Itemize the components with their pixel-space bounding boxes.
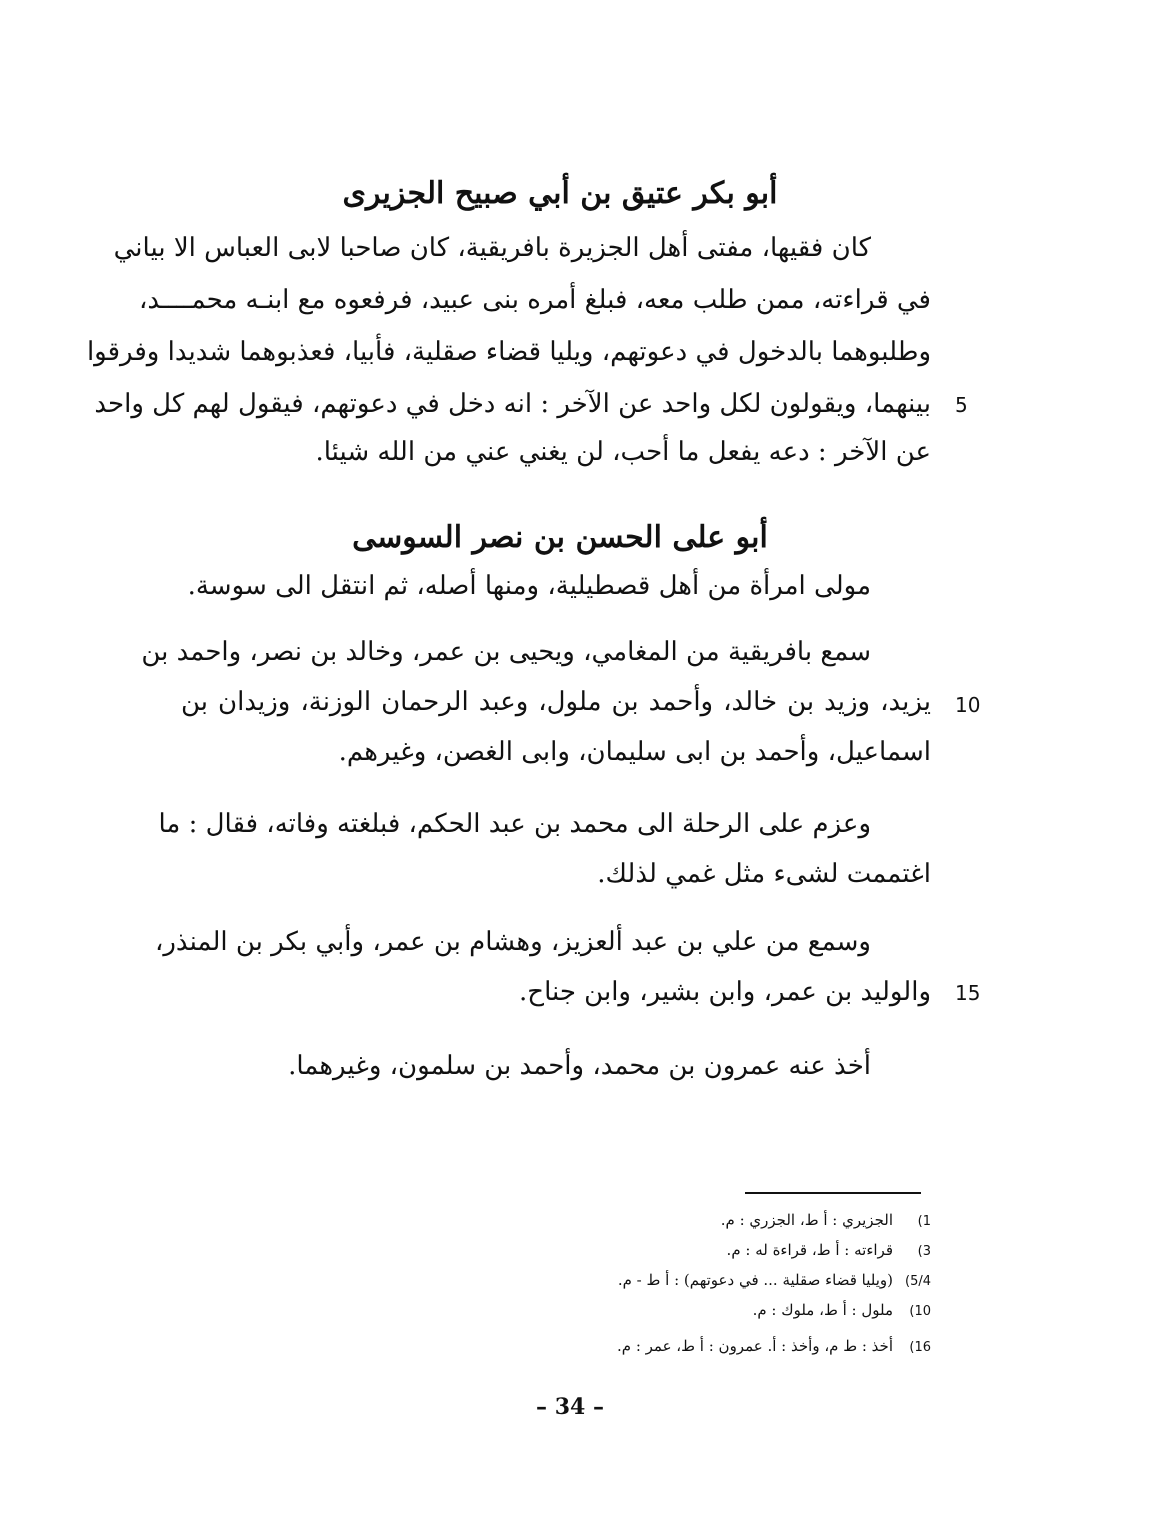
- section-title: أبو بكر عتيق بن أبي صبيح الجزيرى: [342, 176, 778, 211]
- footnote-number: 5/4): [905, 1274, 931, 1289]
- footnote-text: ملول : أ ط، ملوك : م.: [752, 1301, 893, 1319]
- text-line: كان فقيها، مفتى أهل الجزيرة بافريقية، كان صاحبا لابى العباس الا بياني: [113, 233, 871, 263]
- footnote: [411, 1298, 931, 1324]
- footnote: [411, 1268, 931, 1294]
- footnote: [411, 1334, 931, 1360]
- text-line: وطلبوهما بالدخول في دعوتهم، ويليا قضاء صقلية، فأبيا، فعذبوهما شديدا وفرقوا: [86, 337, 931, 367]
- section-title: أبو على الحسن بن نصر السوسى: [352, 520, 768, 555]
- footnote-divider: [745, 1192, 921, 1194]
- footnote-number: 10): [909, 1304, 931, 1319]
- text-line: أخذ عنه عمرون بن محمد، وأحمد بن سلمون، وغيرهما.: [288, 1051, 871, 1081]
- text-line: والوليد بن عمر، وابن بشير، وابن جناح.: [519, 977, 931, 1007]
- line-number: 10: [955, 693, 981, 717]
- text-line: سمع بافريقية من المغامي، ويحيى بن عمر، وخالد بن نصر، واحمد بن: [141, 637, 871, 667]
- text-line: يزيد، وزيد بن خالد، وأحمد بن ملول، وعبد الرحمان الوزنة، وزيدان بن: [181, 687, 931, 717]
- text-line: في قراءته، ممن طلب معه، فبلغ أمره بنى عبيد، فرفعوه مع ابنـه محمــــد،: [139, 285, 931, 315]
- text-line: بينهما، ويقولون لكل واحد عن الآخر : انه دخل في دعوتهم، فيقول لهم كل واحد: [94, 389, 931, 419]
- footnote: [411, 1208, 931, 1234]
- footnote-text: الجزيري : أ ط، الجزري : م.: [720, 1211, 893, 1229]
- footnote-text: (ويليا قضاء صقلية ... في دعوتهم) : أ ط - م.: [617, 1271, 893, 1289]
- text-line: مولى امرأة من أهل قصطيلية، ومنها أصله، ثم انتقل الى سوسة.: [187, 571, 871, 601]
- text-line: وسمع من علي بن عبد ألعزيز، وهشام بن عمر، وأبي بكر بن المنذر،: [154, 927, 871, 957]
- footnote-number: 1): [917, 1214, 931, 1229]
- footnote-text: قراءته : أ ط، قراءة له : م.: [726, 1241, 893, 1259]
- footnote-number: 3): [917, 1244, 931, 1259]
- line-number: 5: [955, 393, 968, 417]
- footnote-number: 16): [909, 1340, 931, 1355]
- text-line: عن الآخر : دعه يفعل ما أحب، لن يغني عني من الله شيئا.: [315, 437, 931, 467]
- footnote: [411, 1238, 931, 1264]
- text-line: اسماعيل، وأحمد بن ابى سليمان، وابى الغصن، وغيرهم.: [338, 737, 931, 767]
- text-line: وعزم على الرحلة الى محمد بن عبد الحكم، فبلغته وفاته، فقال : ما: [158, 809, 871, 839]
- line-number: 15: [955, 981, 981, 1005]
- text-line: اغتممت لشىء مثل غمي لذلك.: [597, 859, 931, 889]
- page-number: – 34 –: [536, 1394, 604, 1420]
- footnote-text: أخذ : ط م، وأخذ : أ. عمرون : أ ط، عمر : م.: [617, 1337, 893, 1355]
